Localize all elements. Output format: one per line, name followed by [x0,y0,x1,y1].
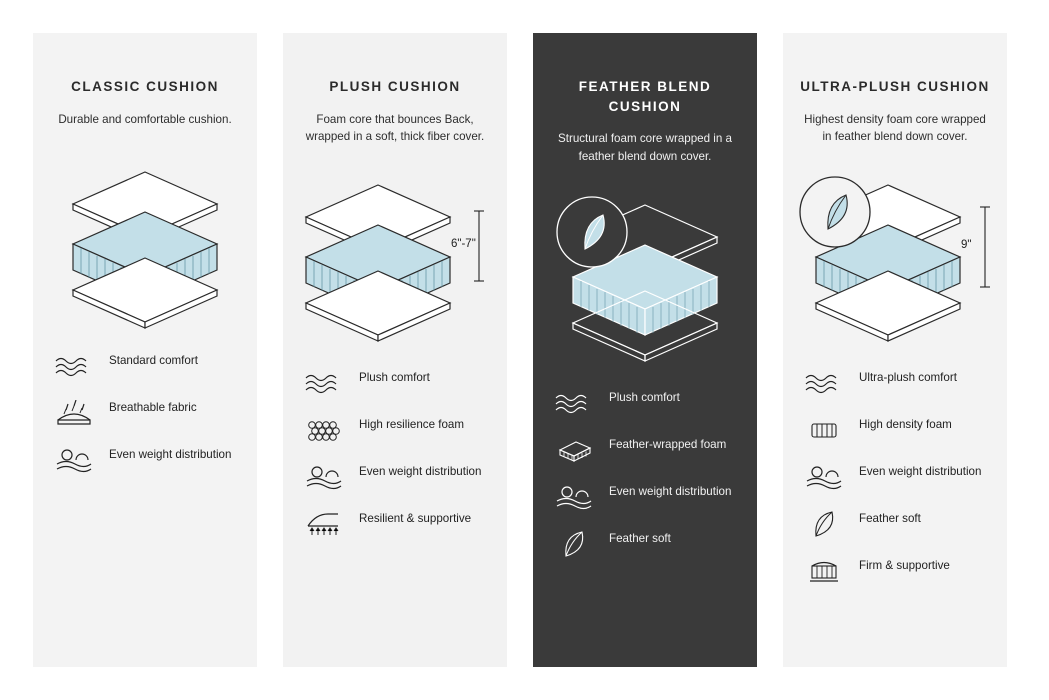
resilient-support-icon [301,509,347,539]
feature-item [801,462,989,492]
wave-lines-icon [551,388,597,418]
firm-support-icon [801,556,847,586]
card-feather-blend-cushion[interactable] [533,33,757,667]
feature-label: Even weight distribution [359,465,482,479]
layer-stack-illustration [45,142,245,342]
wave-lines-icon [51,351,97,381]
feature-list [551,388,739,559]
even-weight-icon [801,462,847,492]
feature-item [801,368,989,398]
feature-label: Plush comfort [359,371,430,385]
feature-label: High resilience foam [359,418,465,432]
layer-stack-illustration [783,159,1007,359]
feature-item [301,368,489,398]
card-title: PLUSH CUSHION [329,79,461,94]
cushion-diagram [283,159,507,364]
dimension-label: 6"-7" [451,238,476,251]
cushion-diagram [33,142,257,347]
feature-item [51,398,239,428]
cushion-diagram [783,159,1007,364]
feature-list [801,368,989,586]
feature-item [551,482,739,512]
feature-label: Feather-wrapped foam [609,437,727,451]
feature-label: Breathable fabric [109,400,197,414]
layer-stack-illustration [283,159,507,359]
feature-label: Standard comfort [109,353,198,367]
even-weight-icon [551,482,597,512]
feature-item [301,462,489,492]
layer-stack-illustration [533,179,757,379]
honeycomb-icon [301,415,347,445]
card-ultra-plush-cushion[interactable] [783,33,1007,667]
feature-label: Feather soft [609,531,671,545]
feature-item [51,351,239,381]
card-description: Durable and comfortable cushion. [58,112,232,126]
feature-label: High density foam [859,418,952,432]
card-classic-cushion[interactable] [33,33,257,667]
feature-label: Even weight distribution [609,484,732,498]
wave-lines-icon [301,368,347,398]
feature-list [301,368,489,539]
feature-item [801,556,989,586]
feature-item [551,435,739,465]
feature-item [801,509,989,539]
feature-label: Even weight distribution [109,447,232,461]
card-plush-cushion[interactable] [283,33,507,667]
card-description: Foam core that bounces Back, wrapped in a soft, thick fiber cover. [305,112,485,143]
even-weight-icon [51,445,97,475]
feather-icon [801,509,847,539]
feather-icon [551,529,597,559]
card-title: ULTRA-PLUSH CUSHION [800,79,990,94]
feature-label: Feather soft [859,512,921,526]
feature-label: Ultra-plush comfort [859,371,957,385]
high-density-foam-icon [801,415,847,445]
feature-item [51,445,239,475]
feature-label: Resilient & supportive [359,512,472,526]
card-description: Highest density foam core wrapped in feather blend down cover. [804,112,986,143]
card-description: Structural foam core wrapped in a feather blend down cover. [558,132,732,163]
feature-label: Firm & supportive [859,559,950,573]
feature-label: Plush comfort [609,390,680,404]
feature-item [551,529,739,559]
dimension-label: 9" [961,239,972,252]
cushion-diagram [533,179,757,384]
feature-label: Even weight distribution [859,465,982,479]
feature-item [551,388,739,418]
feature-item [801,415,989,445]
card-title: FEATHER BLEND CUSHION [578,79,712,114]
wave-lines-icon [801,368,847,398]
feature-item [301,509,489,539]
feature-list [51,351,239,475]
even-weight-icon [301,462,347,492]
feature-item [301,415,489,445]
feather-wrapped-foam-icon [551,435,597,465]
breathable-fabric-icon [51,398,97,428]
card-title: CLASSIC CUSHION [71,79,219,94]
